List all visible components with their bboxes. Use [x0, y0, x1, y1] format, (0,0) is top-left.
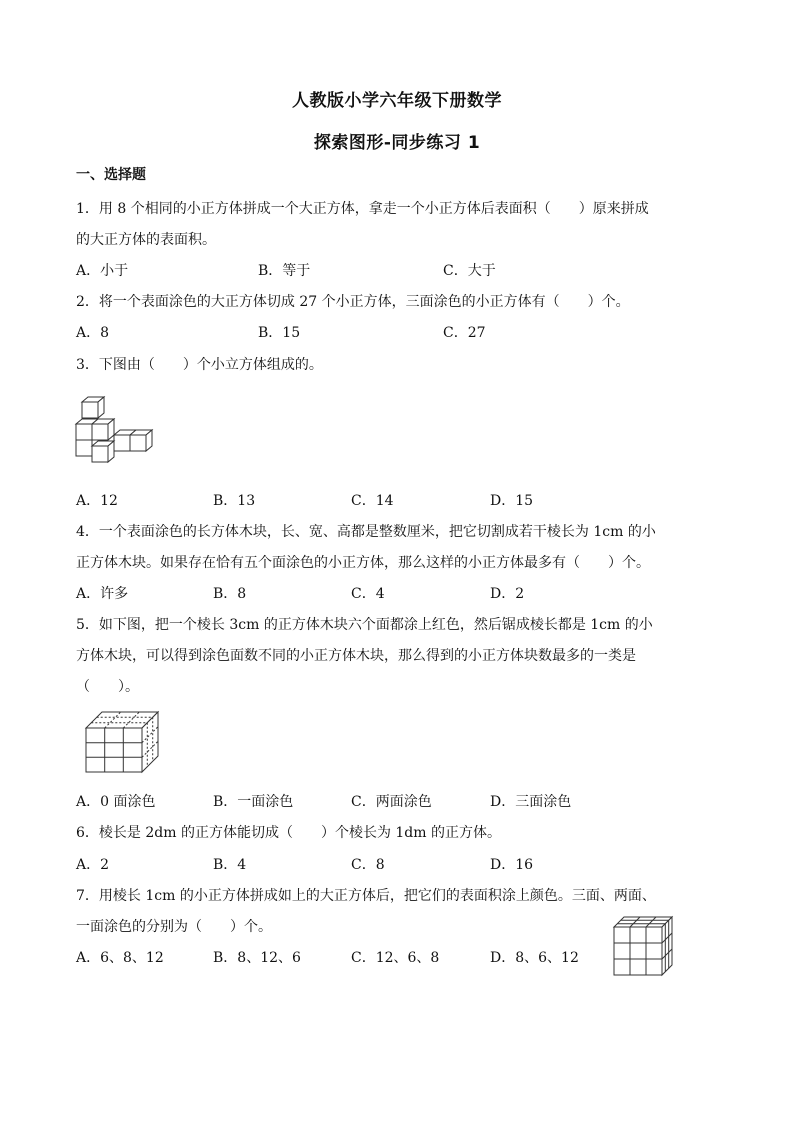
q7-option-c: C．12、6、8	[351, 950, 440, 966]
stacked-cubes-figure	[74, 396, 164, 468]
q2-option-c: C．27	[443, 325, 486, 341]
q5-option-a: A．0 面涂色	[76, 794, 156, 810]
q6-option-b: B．4	[213, 857, 247, 873]
question-1-line-2: 的大正方体的表面积。	[76, 232, 216, 248]
question-4-line-2: 正方体木块。如果存在恰有五个面涂色的小正方体，那么这样的小正方体最多有（ ）个。	[76, 555, 650, 571]
q7-option-d: D．8、6、12	[490, 950, 579, 966]
q4-option-c: C．4	[351, 586, 385, 602]
cube-3x3-figure	[84, 710, 162, 776]
q7-option-b: B．8、12、6	[213, 950, 301, 966]
question-6-line-1: 6．棱长是 2dm 的正方体能切成（ ）个棱长为 1dm 的正方体。	[76, 825, 501, 841]
cube-3x3-grid-figure	[612, 915, 676, 979]
q2-option-b: B．15	[258, 325, 301, 341]
question-4-line-1: 4．一个表面涂色的长方体木块，长、宽、高都是整数厘米，把它切割成若干棱长为 1cm 的小	[76, 524, 656, 540]
q6-option-d: D．16	[490, 857, 534, 873]
q6-option-a: A．2	[76, 857, 110, 873]
q6-option-c: C．8	[351, 857, 385, 873]
question-5-line-1: 5．如下图，把一个棱长 3cm 的正方体木块六个面都涂上红色，然后锯成棱长都是 1cm 的小	[76, 617, 653, 633]
q5-option-b: B．一面涂色	[213, 794, 294, 810]
page-subtitle: 探索图形-同步练习 1	[313, 133, 481, 153]
q3-option-b: B．13	[213, 493, 256, 509]
question-5-line-3: （ ）。	[76, 679, 139, 695]
question-7-line-1: 7．用棱长 1cm 的小正方体拼成如上的大正方体后，把它们的表面积涂上颜色。三面、两面、	[76, 888, 656, 904]
q4-option-b: B．8	[213, 586, 247, 602]
q7-option-a: A．6、8、12	[76, 950, 164, 966]
q4-option-d: D．2	[490, 586, 525, 602]
section-heading: 一、选择题	[76, 167, 146, 183]
question-1-line-1: 1．用 8 个相同的小正方体拼成一个大正方体，拿走一个小正方体后表面积（ ）原来拼成	[76, 201, 649, 217]
question-5-line-2: 方体木块，可以得到涂色面数不同的小正方体木块，那么得到的小正方体块数最多的一类是	[76, 648, 636, 664]
q3-option-c: C．14	[351, 493, 394, 509]
q3-option-d: D．15	[490, 493, 534, 509]
q3-option-a: A．12	[76, 493, 118, 509]
question-2-line-1: 2．将一个表面涂色的大正方体切成 27 个小正方体，三面涂色的小正方体有（ ）个。	[76, 294, 630, 310]
q5-option-c: C．两面涂色	[351, 794, 432, 810]
q2-option-a: A．8	[76, 325, 110, 341]
q5-option-d: D．三面涂色	[490, 794, 572, 810]
q1-option-a: A．小于	[76, 263, 129, 279]
question-7-line-2: 一面涂色的分别为（ ）个。	[76, 919, 272, 935]
page-title: 人教版小学六年级下册数学	[292, 91, 502, 111]
question-3-line-1: 3．下图由（ ）个小立方体组成的。	[76, 357, 323, 373]
q1-option-c: C．大于	[443, 263, 496, 279]
q4-option-a: A．许多	[76, 586, 129, 602]
q1-option-b: B．等于	[258, 263, 311, 279]
